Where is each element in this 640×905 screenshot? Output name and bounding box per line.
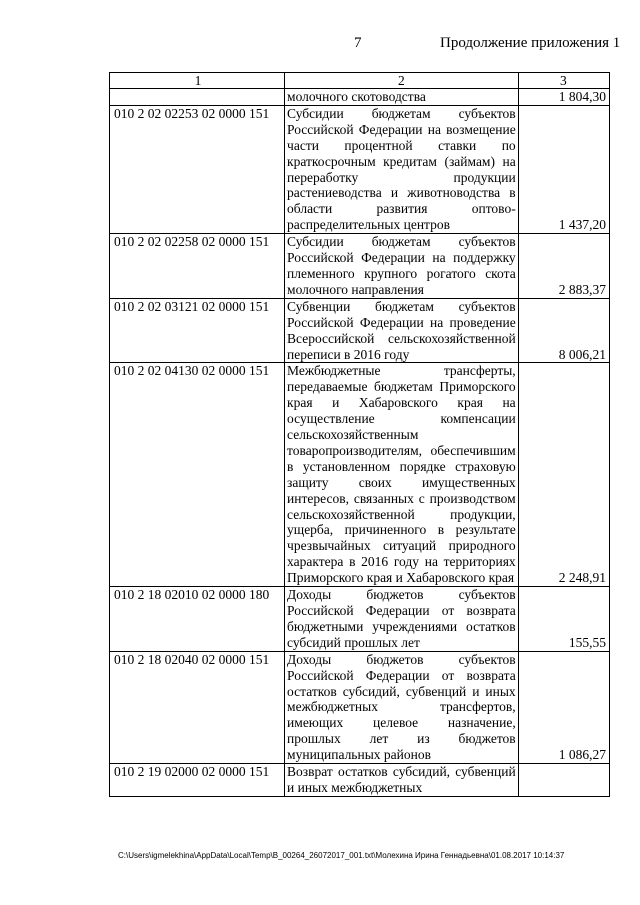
table-row xyxy=(110,764,610,797)
row-amount: 1 086,27 xyxy=(518,651,609,763)
table-header-row xyxy=(110,73,610,89)
table-row xyxy=(110,587,610,652)
table-row xyxy=(110,89,610,106)
row-name: Доходы бюджетов субъектов Российской Федерации от возврата бюджетными учреждениями остатков субсидий прошлых лет xyxy=(285,587,519,652)
table-row xyxy=(110,363,610,587)
row-amount: 2 883,37 xyxy=(518,234,609,299)
row-code: 010 2 18 02010 02 0000 180 xyxy=(110,587,285,652)
row-amount xyxy=(518,764,609,797)
column-header-1: 1 xyxy=(110,73,285,89)
row-amount: 1 437,20 xyxy=(518,105,609,233)
row-code: 010 2 18 02040 02 0000 151 xyxy=(110,651,285,763)
row-amount: 8 006,21 xyxy=(518,298,609,363)
row-amount: 155,55 xyxy=(518,587,609,652)
page-number: 7 xyxy=(354,35,362,51)
row-name: Межбюджетные трансферты, передаваемые бюджетам Приморского края и Хабаровского края на осуществление компенсации сельскохозяйственным товаропроизводителям, обеспечившим в установленном порядке страховую защиту своих имущественных интересов, связанных с производством сельскохозяйственной продукции, ущерба, причиненного в результате чрезвычайных ситуаций природного характера в 2016 году на территориях Приморского края и Хабаровского края xyxy=(285,363,519,587)
row-code: 010 2 02 02253 02 0000 151 xyxy=(110,105,285,233)
row-code xyxy=(110,89,285,106)
row-name: молочного скотоводства xyxy=(285,89,519,106)
row-name: Субсидии бюджетам субъектов Российской Федерации на возмещение части процентной ставки по краткосрочным кредитам (займам) на переработку продукции растениеводства и животноводства в области развития оптово-распределительных центров xyxy=(285,105,519,233)
table-row xyxy=(110,651,610,763)
row-name: Доходы бюджетов субъектов Российской Федерации от возврата остатков субсидий, субвенций и иных межбюджетных трансфертов, имеющих целевое назначение, прошлых лет из бюджетов муниципальных районов xyxy=(285,651,519,763)
appendix-table xyxy=(109,72,610,797)
column-header-2: 2 xyxy=(285,73,519,89)
row-code: 010 2 19 02000 02 0000 151 xyxy=(110,764,285,797)
row-name: Субвенции бюджетам субъектов Российской Федерации на проведение Всероссийской сельскохозяйственной переписи в 2016 году xyxy=(285,298,519,363)
continuation-label: Продолжение приложения 1 xyxy=(440,35,621,51)
row-name: Субсидии бюджетам субъектов Российской Федерации на поддержку племенного крупного рогатого скота молочного направления xyxy=(285,234,519,299)
row-code: 010 2 02 02258 02 0000 151 xyxy=(110,234,285,299)
table-row xyxy=(110,234,610,299)
row-amount: 2 248,91 xyxy=(518,363,609,587)
row-code: 010 2 02 04130 02 0000 151 xyxy=(110,363,285,587)
file-path-footer: C:\Users\igmelekhina\AppData\Local\Temp\В_00264_26072017_001.txt\Молехина Ирина Геннадьевна\01.08.2017 10:14:37 xyxy=(118,851,565,860)
row-amount: 1 804,30 xyxy=(518,89,609,106)
table-row xyxy=(110,298,610,363)
row-name: Возврат остатков субсидий, субвенций и иных межбюджетных xyxy=(285,764,519,797)
row-code: 010 2 02 03121 02 0000 151 xyxy=(110,298,285,363)
column-header-3: 3 xyxy=(518,73,609,89)
table-row xyxy=(110,105,610,233)
